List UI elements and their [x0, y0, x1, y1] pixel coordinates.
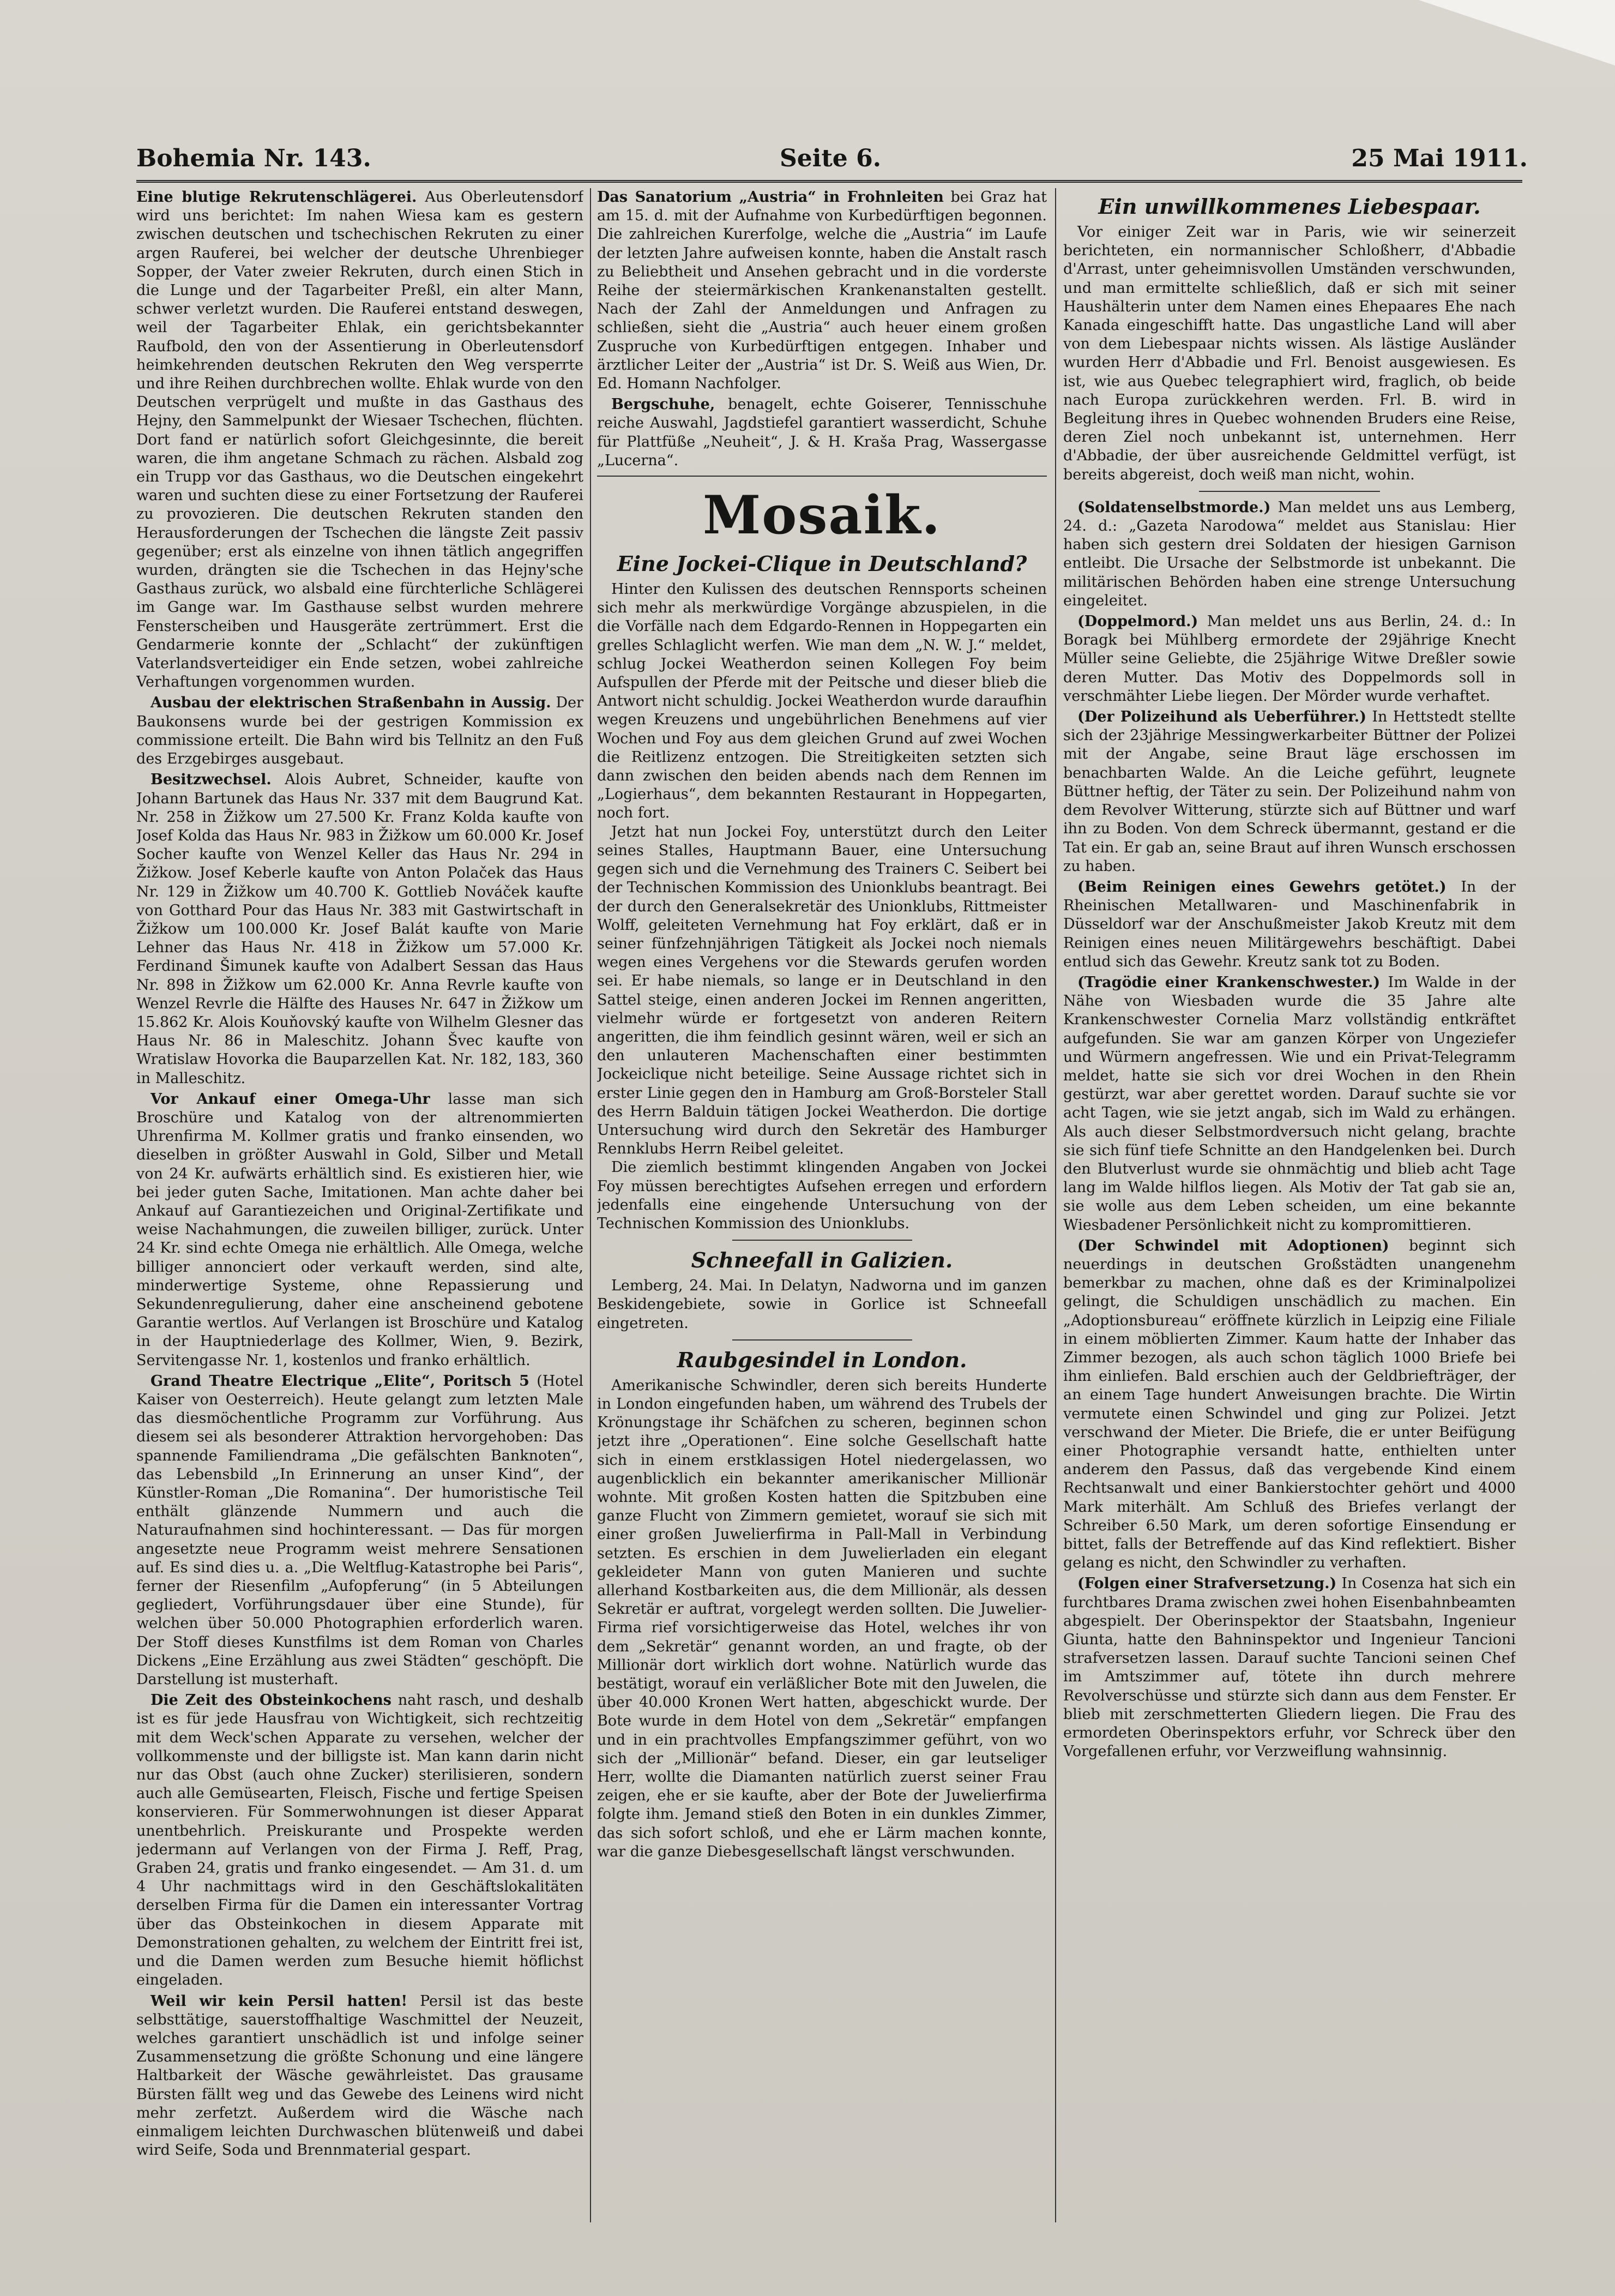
article-headline: Besitzwechsel. — [150, 771, 272, 789]
column-rule — [590, 188, 591, 2222]
article-divider — [1199, 491, 1380, 492]
article-text: Der Baukonsens wurde bei der gestrigen Kommission ex commissione erteilt. Die Bahn wird bis Tellnitz an den Fuß des Erzgebirges ausgebaut. — [136, 694, 583, 768]
article — [136, 771, 583, 1087]
article — [136, 1090, 583, 1370]
paragraph: Lemberg, 24. Mai. In Delatyn, Nadworna und im ganzen Beskidengebiete, sowie in Gorlice ist Schneefall eingetreten. — [597, 1277, 1047, 1332]
column-2 — [597, 188, 1047, 2239]
page-number: Seite 6. — [780, 145, 882, 172]
item-headline: (Beim Reinigen eines Gewehrs getötet.) — [1077, 878, 1447, 895]
news-item — [1063, 498, 1516, 610]
article — [136, 694, 583, 768]
article-title: Raubgesindel in London. — [677, 1347, 967, 1372]
item-text: beginnt sich neuerdings in deutschen Großstädten unangenehm bemerkbar zu machen, ohne daß es der Kriminalpolizei gelingt, die Schuldigen unschädlich zu machen. Ein „Adoptionsbureau“ eröffnete kürzlich in Leipzig eine Filiale in einem möblierten Zimmer. Kaum hatte der Inhaber das Zimmer bezogen, als auch schon täglich 1000 Briefe bei ihm einliefen. Bald erschien auch der Geldbriefträger, der an einem Tage hundert Anweisungen brachte. Die Wirtin vermutete einen Schwindel und ging zur Polizei. Jetzt verschwand der Mieter. Die Briefe, die er unter Beifügung einer Photographie versandt hatte, enthielten unter anderem den Passus, daß das vergebende Kind einem Rechtsanwalt und einer Bankierstochter gehört und 4000 Mark miterhält. Am Schluß des Briefes verlangt der Schreiber 6.50 Mark, um deren sofortige Einsendung er bittet, falls der Betreffende auf das Kind reflektiert. Bisher gelang es nicht, den Schwindler zu verhaften. — [1063, 1237, 1516, 1572]
news-item — [1063, 1574, 1516, 1761]
article-text: Aus Oberleutensdorf wird uns berichtet: Im nahen Wiesa kam es gestern zwischen deutschen und tschechischen Rekruten zu einer argen Rauferei, bei welcher der deutsche Uhrenbieger Sopper, der Vater zweier Rekruten, durch einen Stich in die Lunge und der Tagarbeiter Preßl, ein alter Mann, schwer verletzt wurden. Die Rauferei entstand deswegen, weil der Tagarbeiter Ehlak, ein gerichtsbekannter Raufbold, den von der Assentierung in Oberleutensdorf heimkehrenden deutschen Rekruten den Weg versperrte und ihre Reihen durchbrechen wollte. Ehlak wurde von den Deutschen verprügelt und mußte in das Gasthaus des Hejny, den Sammelpunkt der Wiesaer Tschechen, flüchten. Dort fand er natürlich sofort Gleichgesinnte, die bereit waren, die ihm angetane Schmach zu rächen. Alsbald zog ein Trupp vor das Gasthaus, wo die Deutschen eingekehrt waren und suchten diese zu einer Fortsetzung der Rauferei zu provozieren. Die deutschen Rekruten standen den Herausforderungen der Tschechen die längste Zeit passiv gegenüber; erst als einzelne von ihnen tätlich angegriffen wurden, drängten sie die Tschechen in das Hejny'sche Gasthaus zurück, wo alsbald eine fürchterliche Schlägerei im Gange war. Im Gasthause selbst wurden mehrere Fensterscheiben und Hausgeräte zertrümmert. Erst die Gendarmerie konnte der „Schlacht“ der zukünftigen Vaterlandsverteidiger ein Ende setzen, wobei zahlreiche Verhaftungen vorgenommen wurden. — [136, 189, 583, 691]
article — [136, 1992, 583, 2160]
article-text: naht rasch, und deshalb ist es für jede Hausfrau von Wichtigkeit, sich rechtzeitig mit dem Weck'schen Apparate zu versehen, welcher der vollkommenste und der billigste ist. Man kann darin nicht nur das Obst (auch ohne Zucker) sterilisieren, sondern auch alle Gemüsearten, Fleisch, Fische und fertige Speisen konservieren. Für Sommerwohnungen ist dieser Apparat unentbehrlich. Preiskurante und Prospekte werden jedermann auf Verlangen von der Firma J. Reff, Prag, Graben 24, gratis und franko eingesendet. — Am 31. d. um 4 Uhr nachmittags wird in den Geschäftslokalitäten derselben Firma für die Damen ein interessanter Vortrag über das Obsteinkochen in diesem Apparate mit Demonstrationen gehalten, zu welchem der Eintritt frei ist, und die Damen werden zum Besuche hiemit höflichst eingeladen. — [136, 1692, 583, 1989]
news-item — [1063, 973, 1516, 1235]
article — [597, 395, 1047, 470]
article-title: Eine Jockei-Clique in Deutschland? — [617, 551, 1027, 576]
article-text: Persil ist das beste selbsttätige, sauerstoffhaltige Waschmittel der Neuzeit, welches garantiert unschädlich ist und infolge seiner Zusammensetzung die größte Schonung und eine längere Haltbarkeit der Wäsche gewährleistet. Das grausame Bürsten fällt weg und das Gewebe des Leinens wird nicht mehr zerfetzt. Außerdem wird die Wäsche nach einmaligem leichten Durchwaschen blütenweiß und dabei wird Seife, Soda und Brennmaterial gespart. — [136, 1992, 583, 2159]
article-text: (Hotel Kaiser von Oesterreich). Heute gelangt zum letzten Male das diesmöchentliche Programm zur Vorführung. Aus diesem sei als besonderer Attraktion hervorgehoben: Das spannende Familiendrama „Die gefälschten Banknoten“, das Lebensbild „In Erinnerung an unser Kind“, der Künstler-Roman „Die Romanina“. Der humoristische Teil enthält glänzende Nummern und auch die Naturaufnahmen sind hochinteressant. — Das für morgen angesetzte neue Programm weist mehrere Sensationen auf. Es sind dies u. a. „Die Weltflug-Katastrophe bei Paris“, ferner der Riesenfilm „Aufopferung“ (in 5 Abteilungen gegliedert, Vorführungsdauer über eine Stunde), für welchen über 50.000 Photographien erforderlich waren. Der Stoff dieses Kunstfilms ist dem Roman von Charles Dickens „Eine Erzählung aus zwei Städten“ geschöpft. Die Darstellung ist musterhaft. — [136, 1372, 583, 1688]
news-item — [1063, 708, 1516, 876]
column-1 — [136, 188, 583, 2239]
paragraph: Amerikanische Schwindler, deren sich bereits Hunderte in London eingefunden haben, um während des Trubels der Krönungstage ihr Schäfchen zu scheren, beginnen schon jetzt ihre „Operationen“. Eine solche Gesellschaft hatte sich in einem erstklassigen Hotel niedergelassen, wo augenblicklich ein bekannter amerikanischer Millionär wohnte. Mit großen Kosten hatten die Spitzbuben eine ganze Flucht von Zimmern gemietet, worauf sie sich mit einer großen Juwelierfirma in Pall-Mall in Verbindung setzten. Es erschien in dem Juwelierladen ein elegant gekleideter Mann von guten Manieren und suchte allerhand Kostbarkeiten aus, die dem Millionär, als dessen Sekretär er auftrat, vorgelegt werden sollten. Die Juwelier-Firma rief vorsichtigerweise das Hotel, welches ihr von dem „Sekretär“ genannt worden, an und fragte, ob der Millionär dort wirklich dort wohne. Natürlich wurde das bestätigt, worauf ein verläßlicher Bote mit den Juwelen, die über 40.000 Kronen Wert hatten, abgeschickt wurde. Der Bote wurde in dem Hotel von dem „Sekretär“ empfangen und in ein prachtvolles Empfangszimmer geführt, von wo sich der „Millionär“ befand. Dieser, ein gar leutseliger Herr, wollte die Diamanten natürlich zuerst seiner Frau zeigen, ehe er sie kaufte, aber der Bote der Juwelierfirma folgte ihm. Jemand stieß den Boten in ein dunkles Zimmer, das sich sofort schloß, und ehe er Lärm machen konnte, war die ganze Diebesgesellschaft längst verschwunden. — [597, 1377, 1047, 1860]
item-text: In Cosenza hat sich ein furchtbares Drama zwischen zwei hohen Eisenbahnbeamten abgespielt. Der Oberinspektor der Staatsbahn, Ingenieur Giunta, hatte den Bahninspektor und Ingenieur Tancioni strafversetzen lassen. Darauf suchte Tancioni seinen Chef im Amtszimmer auf, tötete ihn durch mehrere Revolverschüsse und stürzte sich dann aus dem Fenster. Er blieb mit zerschmetterten Gliedern liegen. Die Frau des ermordeten Oberinspektors erfuhr, vor Schreck über den Vorgefallenen erfuhr, vor Verzweiflung wahnsinnig. — [1063, 1575, 1516, 1760]
column-rule — [1055, 188, 1056, 2222]
article-headline: Die Zeit des Obsteinkochens — [150, 1692, 391, 1709]
article — [597, 1377, 1047, 1861]
article — [136, 1372, 583, 1689]
article-headline: Eine blutige Rekrutenschlägerei. — [136, 189, 417, 206]
item-headline: (Doppelmord.) — [1077, 613, 1198, 630]
article-text: bei Graz hat am 15. d. mit der Aufnahme von Kurbedürftigen begonnen. Die zahlreichen Kurerfolge, welche die „Austria“ im Laufe der letzten Jahre aufweisen konnte, haben die Anstalt rasch zu Beliebtheit und Ansehen gebracht und in die vorderste Reihe der steiermärkischen Krankenanstalten gestellt. Nach der Zahl der Anmeldungen und Anfragen zu schließen, sieht die „Austria“ auch heuer einem großen Zuspruche von Kurbedürftigen entgegen. Inhaber und ärztlicher Leiter der „Austria“ ist Dr. S. Weiß aus Wien, Dr. Ed. Homann Nachfolger. — [597, 189, 1047, 393]
news-item — [1063, 878, 1516, 971]
article-headline: Ausbau der elektrischen Straßenbahn in Aussig. — [150, 694, 551, 712]
masthead-issue: Bohemia Nr. 143. — [136, 145, 371, 172]
article-text: lasse man sich Broschüre und Katalog von der altrenommierten Uhrenfirma M. Kollmer gratis und franko einsenden, wo dieselben in größter Auswahl in Gold, Silber und Metall von 24 Kr. aufwärts erhältlich sind. Es existieren hier, wie bei jeder guten Sache, Imitationen. Man achte daher bei Ankauf auf Garantiezeichen und Original-Zertifikate und weise Nachahmungen, die zuweilen billiger, zurück. Unter 24 Kr. sind echte Omega nie erhältlich. Alle Omega, welche billiger annonciert oder verkauft werden, sind alte, minderwertige Systeme, ohne Repassierung und Sekundenregulierung, daher eine anscheinend gebotene Garantie wertlos. Auf Verlangen ist Broschüre und Katalog in der Hauptniederlage des Kollmer, Wien, 9. Bezirk, Servitengasse Nr. 1, kostenlos und franko erhältlich. — [136, 1090, 583, 1369]
article — [1063, 223, 1516, 484]
item-headline: (Folgen einer Strafversetzung.) — [1077, 1575, 1337, 1592]
article-text: Alois Aubret, Schneider, kaufte von Johann Bartunek das Haus Nr. 337 mit dem Baugrund Kat. Nr. 258 in Žižkow um 27.500 Kr. Franz Kolda kaufte von Josef Kolda das Haus Nr. 983 in Žižkow um 60.000 Kr. Josef Socher kaufte von Wenzel Keller das Haus Nr. 294 in Žižkow. Josef Keberle kaufte von Anton Polaček das Haus Nr. 129 in Žižkow um 40.700 K. Gottlieb Nováček kaufte von Gotthard Pour das Haus Nr. 383 mit Gastwirtschaft in Žižkow um 100.000 Kr. Josef Balát kaufte von Marie Lehner das Haus Nr. 418 in Žižkow um 57.000 Kr. Ferdinand Šimunek kaufte von Adalbert Sessan das Haus Nr. 898 in Žižkow um 62.000 Kr. Anna Revrle kaufte von Wenzel Revrle die Hälfte des Hauses Nr. 647 in Žižkow um 15.862 Kr. Alois Kouňovský kaufte von Wilhelm Glesner das Haus Nr. 86 in Maleschitz. Johann Švec kaufte von Wratislaw Hovorka die Bauparzellen Kat. Nr. 182, 183, 360 in Malleschitz. — [136, 771, 583, 1087]
item-text: Man meldet uns aus Berlin, 24. d.: In Boragk bei Mühlberg ermordete der 29jährige Knecht Müller seine Geliebte, die 25jährige Witwe Dreßler sowie deren Mutter. Das Motiv des Doppelmords soll in verschmähter Liebe liegen. Der Mörder wurde verhaftet. — [1063, 613, 1516, 705]
paragraph: Hinter den Kulissen des deutschen Rennsports scheinen sich mehr als merkwürdige Vorgänge abzuspielen, in die die Vorfälle nach dem Edgardo-Rennen in Hoppegarten ein grelles Schlaglicht werfen. Wie man dem „N. W. J.“ meldet, schlug Jockei Weatherdon seinen Kollegen Foy beim Aufspullen der Pferde mit der Peitsche und dieser blieb die Antwort nicht schuldig. Jockei Weatherdon wurde daraufhin wegen Kreuzens und ungebührlichen Benehmens auf vier Wochen und Foy aus dem gleichen Grund auf zwei Wochen die Reitlizenz entzogen. Die Streitigkeiten setzten sich dann zwischen den beiden abends nach dem Rennen im „Logierhaus“, dem bekannten Restaurant in Hoppegarten, noch fort. — [597, 581, 1047, 822]
page-header — [136, 145, 1528, 183]
article — [136, 1691, 583, 1990]
news-item — [1063, 1237, 1516, 1573]
page-corner — [1419, 0, 1615, 65]
article-headline: Das Sanatorium „Austria“ in Frohnleiten — [597, 189, 944, 206]
article-text: benagelt, echte Goiserer, Tennisschuhe reiche Auswahl, Jagdstiefel garantiert wasserdicht, Schuhe für Plattfüße „Neuheit“, J. & H. Kraša Prag, Wassergasse „Lucerna“. — [597, 396, 1047, 469]
article-headline: Bergschuhe, — [611, 396, 715, 413]
article — [597, 1277, 1047, 1333]
news-item — [1063, 612, 1516, 706]
article-divider — [732, 1339, 912, 1341]
item-headline: (Der Schwindel mit Adoptionen) — [1077, 1237, 1389, 1254]
article-divider — [732, 1240, 912, 1241]
article — [597, 580, 1047, 1233]
article-title: Ein unwillkommenes Liebespaar. — [1098, 194, 1481, 219]
paragraph: Die ziemlich bestimmt klingenden Angaben von Jockei Foy müssen berechtigtes Aufsehen erregen und erfordern jedenfalls eine eingehende Untersuchung von der Technischen Kommission des Unionklubs. — [597, 1159, 1047, 1232]
article-headline: Weil wir kein Persil hatten! — [150, 1992, 408, 2010]
header-rule — [136, 180, 1522, 183]
item-text: Man meldet uns aus Lemberg, 24. d.: „Gazeta Narodowa“ meldet aus Stanislau: Hier haben sich gestern drei Soldaten der hiesigen Garnison entleibt. Die Ursache der Selbstmorde ist unbekannt. Die militärischen Behörden haben eine strenge Untersuchung eingeleitet. — [1063, 498, 1516, 609]
paragraph: Vor einiger Zeit war in Paris, wie wir seinerzeit berichteten, ein normannischer Schloßherr, d'Abbadie d'Arrast, unter geheimnisvollen Umständen verschwunden, und man ermittelte schließlich, daß er sich mit seiner Haushälterin unter dem Namen eines Ehepaares Ehe nach Kanada eingeschifft hatte. Das ungastliche Land will aber von dem Liebespaar nichts wissen. Als lästige Ausländer wurden Herr d'Abbadie und Frl. Benoist ausgewiesen. Es ist, wie aus Quebec telegraphiert wird, fraglich, ob beide nach Europa zurückkehren werden. Frl. B. wird in Begleitung ihres in Quebec wohnenden Bruders eine Reise, deren Ziel noch unbekannt ist, unternehmen. Herr d'Abbadie, der über ausreichende Geldmittel verfügt, ist bereits abgereist, doch weiß man nicht, wohin. — [1063, 224, 1516, 483]
item-text: Im Walde in der Nähe von Wiesbaden wurde die 35 Jahre alte Krankenschwester Cornelia Marz vollständig entkräftet aufgefunden. Sie war am ganzen Körper von Ungeziefer und Würmern angefressen. Wie und ein Privat-Telegramm meldet, hatte sie sich vor drei Wochen in den Rhein gestürzt, war aber gerettet worden. Darauf suchte sie vor acht Tagen, wie sie jetzt angab, sich im Wald zu erhängen. Als auch dieser Selbstmordversuch nicht gelang, brachte sie sich fünf tiefe Schnitte an den Handgelenken bei. Durch den Blutverlust wurde sie ohnmächtig und blieb acht Tage lang im Walde hilflos liegen. Als Motiv der Tat gab sie an, sie wolle aus dem Leben scheiden, um eine bekannte Wiesbadener Persönlichkeit nicht zu kompromittieren. — [1063, 973, 1516, 1234]
item-text: In der Rheinischen Metallwaren- und Maschinenfabrik in Düsseldorf war der Anschußmeister Jakob Kreutz mit dem Reinigen eines neuen Militärgewehrs beschäftigt. Dabei entlud sich das Gewehr. Kreutz sank tot zu Boden. — [1063, 878, 1516, 970]
article — [136, 188, 583, 692]
item-headline: (Soldatenselbstmorde.) — [1077, 498, 1271, 516]
item-headline: (Tragödie einer Krankenschwester.) — [1077, 973, 1381, 991]
section-title-mosaik: Mosaik. — [703, 484, 941, 546]
article — [597, 188, 1047, 393]
section-divider — [597, 476, 1047, 477]
item-headline: (Der Polizeihund als Ueberführer.) — [1077, 708, 1366, 726]
column-3 — [1063, 188, 1516, 2239]
article-headline: Vor Ankauf einer Omega-Uhr — [150, 1090, 430, 1108]
article-title: Schneefall in Galizien. — [691, 1248, 953, 1273]
article-headline: Grand Theatre Electrique „Elite“, Poritsch 5 — [150, 1372, 529, 1390]
paragraph: Jetzt hat nun Jockei Foy, unterstützt durch den Leiter seines Stalles, Hauptmann Bauer, eine Untersuchung gegen sich und die Vernehmung des Trainers C. Seibert bei der Technischen Kommission des Unionklubs beantragt. Bei der durch den Generalsekretär des Unionklubs, Rittmeister Wolff, geleiteten Vernehmung hat Foy erklärt, daß er in seiner fünfzehnjährigen Tätigkeit als Jockei noch niemals wegen eines Vergehens vor die Stewards gerufen worden sei. Er habe niemals, so lange er in Deutschland in den Sattel steige, einen anderen Jockei im Rennen angeritten, vielmehr würde er fortgesetzt von anderen Reitern angeritten, die ihm feindlich gesinnt wären, weil er sich an den unlauteren Machenschaften einer bestimmten Jockeiclique nicht beteilige. Seine Aussage richtet sich in erster Linie gegen den in Hamburg am Groß-Borsteler Stall des Herrn Balduin tätigen Jockei Weatherdon. Die dortige Untersuchung wird durch den Sekretär des Hamburger Rennklubs Herrn Reibel geleitet. — [597, 823, 1047, 1158]
item-text: In Hettstedt stellte sich der 23jährige Messingwerkarbeiter Büttner der Polizei mit der Angabe, seine Braut läge erschossen im benachbarten Walde. An die Leiche geführt, leugnete Büttner heftig, der Täter zu sein. Der Polizeihund nahm von dem Revolver Witterung, stürzte sich auf Büttner und warf ihn zu Boden. Von dem Schreck übermannt, gestand er die Tat ein. Er gab an, seine Braut auf ihren Wunsch erschossen zu haben. — [1063, 708, 1516, 875]
issue-date: 25 Mai 1911. — [1351, 145, 1528, 172]
